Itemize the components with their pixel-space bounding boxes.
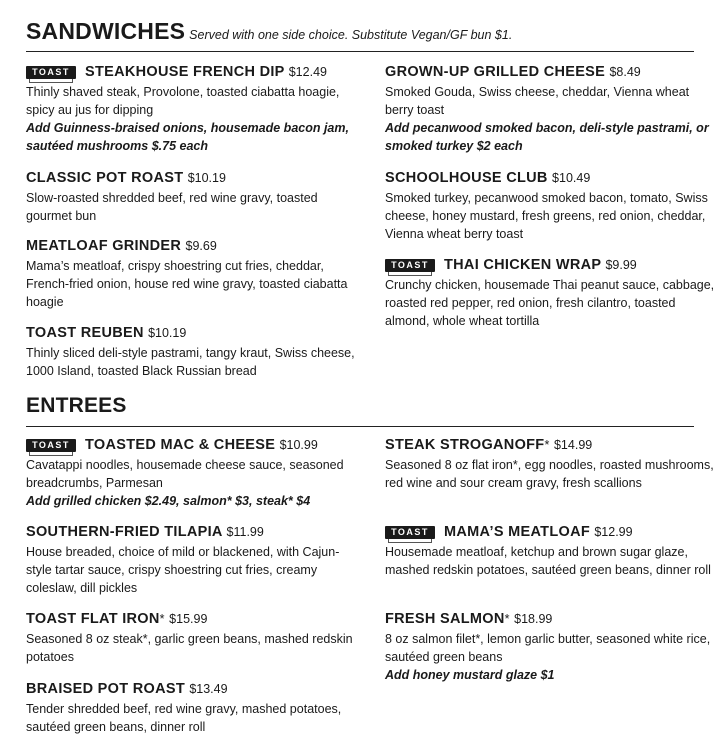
- item-addon: Add Guinness-braised onions, housemade bacon jam, sautéed mushrooms $.75 each: [26, 121, 349, 153]
- menu-item-meatloaf-grinder: [26, 237, 356, 311]
- sandwiches-heading: [26, 18, 512, 45]
- item-description: Thinly sliced deli-style pastrami, tangy kraut, Swiss cheese, 1000 Island, toasted Black Russian bread: [26, 346, 355, 378]
- menu-item-schoolhouse-club: [385, 169, 715, 243]
- sandwiches-divider: [26, 51, 694, 52]
- menu-item-steak-stroganoff: [385, 436, 715, 492]
- entrees-divider: [26, 426, 694, 427]
- item-description: Thinly shaved steak, Provolone, toasted ciabatta hoagie, spicy au jus for dipping: [26, 85, 340, 117]
- item-description: Mama’s meatloaf, crispy shoestring cut fries, cheddar, French-fried onion, house red wine gravy, toasted ciabatta hoagie: [26, 259, 348, 309]
- menu-item-grown-up-grilled-cheese: [385, 63, 715, 155]
- entrees-title: ENTREES: [26, 394, 127, 417]
- item-description: Smoked Gouda, Swiss cheese, cheddar, Vienna wheat berry toast: [385, 85, 690, 117]
- item-description: Crunchy chicken, housemade Thai peanut sauce, cabbage, roasted red pepper, red onion, fresh cilantro, toasted almond, whole wheat tortilla: [385, 278, 715, 328]
- item-description: Seasoned 8 oz steak*, garlic green beans, mashed redskin potatoes: [26, 632, 353, 664]
- item-price: $13.49: [189, 682, 228, 696]
- item-price: $15.99: [169, 612, 208, 626]
- item-price: $14.99: [553, 438, 593, 452]
- item-star: *: [544, 438, 550, 452]
- menu-item-toast-flat-iron: [26, 610, 356, 666]
- menu-item-steakhouse-french-dip: [26, 63, 356, 155]
- item-price: $10.49: [552, 171, 591, 185]
- item-price: $10.19: [187, 171, 226, 185]
- item-price: $9.69: [185, 239, 217, 253]
- item-description: Housemade meatloaf, ketchup and brown sugar glaze, mashed redskin potatoes, sautéed green beans, dinner roll: [385, 545, 711, 577]
- menu-item-fresh-salmon: [385, 610, 715, 684]
- item-price: $10.99: [279, 438, 318, 452]
- menu-item-mamas-meatloaf: [385, 523, 715, 579]
- item-addon: Add grilled chicken $2.49, salmon* $3, steak* $4: [26, 494, 311, 508]
- item-name: TOAST FLAT IRON: [26, 611, 160, 627]
- item-description: 8 oz salmon filet*, lemon garlic butter, seasoned white rice, sautéed green beans: [385, 632, 711, 664]
- item-name: TOAST REUBEN: [26, 325, 144, 341]
- item-addon: Add honey mustard glaze $1: [385, 668, 555, 682]
- item-description: Slow-roasted shredded beef, red wine gravy, toasted gourmet bun: [26, 191, 318, 223]
- item-description: Smoked turkey, pecanwood smoked bacon, tomato, Swiss cheese, honey mustard, fresh greens, red onion, cheddar, Vienna wheat berry toast: [385, 191, 708, 241]
- item-price: $18.99: [514, 612, 553, 626]
- item-name: SOUTHERN-FRIED TILAPIA: [26, 524, 223, 540]
- toast-badge-icon: TOAST: [26, 439, 76, 452]
- sandwiches-subtitle: Served with one side choice. Substitute Vegan/GF bun $1.: [189, 28, 513, 42]
- item-description: Cavatappi noodles, housemade cheese sauce, seasoned breadcrumbs, Parmesan: [26, 458, 344, 490]
- item-name: STEAKHOUSE FRENCH DIP: [85, 64, 285, 80]
- menu-item-toast-reuben: [26, 324, 356, 380]
- menu-item-classic-pot-roast: [26, 169, 356, 225]
- item-price: $12.99: [594, 525, 633, 539]
- entrees-heading: [26, 394, 127, 418]
- item-name: FRESH SALMON: [385, 611, 505, 627]
- item-name: THAI CHICKEN WRAP: [444, 257, 602, 273]
- menu-item-thai-chicken-wrap: [385, 256, 715, 330]
- menu-item-toasted-mac-cheese: [26, 436, 356, 510]
- sandwiches-title: SANDWICHES: [26, 18, 186, 44]
- item-addon: Add pecanwood smoked bacon, deli-style pastrami, or smoked turkey $2 each: [385, 121, 709, 153]
- toast-badge-icon: TOAST: [385, 259, 435, 272]
- menu-item-braised-pot-roast: [26, 680, 356, 736]
- item-description: Seasoned 8 oz flat iron*, egg noodles, roasted mushrooms, red wine and sour cream gravy, fresh scallions: [385, 458, 714, 490]
- item-name: MAMA’S MEATLOAF: [444, 524, 590, 540]
- item-name: GROWN-UP GRILLED CHEESE: [385, 64, 606, 80]
- toast-badge-icon: TOAST: [26, 66, 76, 79]
- item-price: $12.49: [288, 65, 327, 79]
- item-name: SCHOOLHOUSE CLUB: [385, 170, 548, 186]
- toast-badge-icon: TOAST: [385, 526, 435, 539]
- item-name: TOASTED MAC & CHEESE: [85, 437, 276, 453]
- menu-item-southern-fried-tilapia: [26, 523, 356, 597]
- item-star: *: [159, 612, 165, 626]
- item-star: *: [504, 612, 510, 626]
- item-price: $10.19: [148, 326, 187, 340]
- item-price: $9.99: [605, 258, 637, 272]
- item-description: House breaded, choice of mild or blackened, with Cajun-style tartar sauce, crispy shoestring cut fries, creamy coleslaw, dill pickles: [26, 545, 340, 595]
- item-name: BRAISED POT ROAST: [26, 681, 185, 697]
- item-description: Tender shredded beef, red wine gravy, mashed potatoes, sautéed green beans, dinner roll: [26, 702, 342, 734]
- item-name: MEATLOAF GRINDER: [26, 238, 182, 254]
- item-price: $8.49: [609, 65, 641, 79]
- item-name: CLASSIC POT ROAST: [26, 170, 184, 186]
- item-price: $11.99: [226, 525, 264, 539]
- item-name: STEAK STROGANOFF: [385, 437, 545, 453]
